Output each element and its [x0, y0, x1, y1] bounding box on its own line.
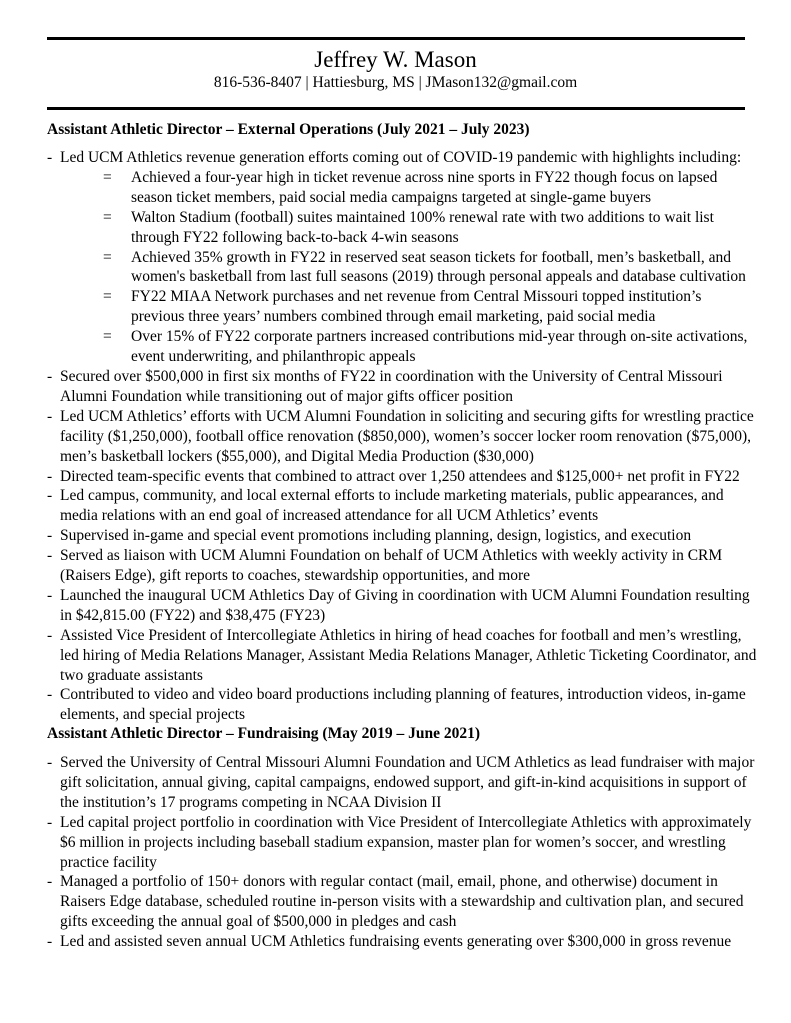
sub-bullet-text: Walton Stadium (football) suites maintained 100% renewal rate with two additions to wait list through FY22 following back-to-back 4-win seasons — [131, 208, 714, 246]
dash-bullet-icon: - — [47, 407, 53, 425]
contact-line: 816-536-8407 | Hattiesburg, MS | JMason132@gmail.com — [213, 74, 578, 91]
bullet-item — [47, 586, 757, 626]
position-external-operations — [47, 120, 757, 725]
sub-bullet-item — [103, 168, 757, 208]
dash-bullet-icon: - — [47, 527, 53, 545]
bullet-text: Supervised in-game and special event promotions including planning, design, logistics, and execution — [60, 527, 692, 545]
bullet-text: Directed team-specific events that combined to attract over 1,250 attendees and $125,000+ net profit in FY22 — [60, 467, 740, 485]
bullet-item — [47, 932, 757, 952]
sub-bullet-text: FY22 MIAA Network purchases and net revenue from Central Missouri topped institution’s previous three years’ numbers combined through email marketing, paid social media — [131, 288, 702, 326]
bullet-text: Assisted Vice President of Intercollegiate Athletics in hiring of head coaches for football and men’s wrestling, led hiring of Media Relations Manager, Assistant Media Relations Manager, Athletic Ticketing Coordinator, and two graduate assistants — [60, 626, 757, 684]
header-top-rule — [47, 37, 745, 40]
dash-bullet-icon: - — [47, 149, 53, 166]
equals-bullet-icon: = — [103, 328, 112, 346]
dash-bullet-icon: - — [47, 754, 53, 771]
bullet-item — [47, 486, 757, 526]
bullet-item — [47, 407, 757, 467]
bullet-text: Led UCM Athletics’ efforts with UCM Alumni Foundation in soliciting and securing gifts for wrestling practice facility ($1,250,000), football office renovation ($850,000), women’s soccer locker room renovation ($75,000), men’s basketball lockers ($55,000), and Digital Media Production ($30,000) — [60, 407, 754, 465]
dash-bullet-icon: - — [47, 586, 53, 604]
bullet-item — [47, 467, 757, 487]
header-bottom-rule — [47, 107, 745, 110]
equals-bullet-icon: = — [103, 248, 112, 266]
sub-bullet-item — [103, 287, 757, 327]
dash-bullet-icon: - — [47, 813, 53, 831]
equals-bullet-icon: = — [103, 288, 112, 306]
bullet-item — [47, 813, 757, 873]
bullet-item — [47, 148, 757, 367]
job-title: Assistant Athletic Director – External Operations (July 2021 – July 2023) — [47, 121, 530, 138]
job-title: Assistant Athletic Director – Fundraising (May 2019 – June 2021) — [47, 725, 480, 742]
dash-bullet-icon: - — [47, 626, 53, 644]
sub-bullet-text: Achieved a four-year high in ticket revenue across nine sports in FY22 though focus on lapsed season ticket members, paid social media campaigns targeted at single-game buyers — [131, 168, 718, 206]
bullet-text: Led and assisted seven annual UCM Athletics fundraising events generating over $300,000 in gross revenue — [60, 933, 732, 951]
dash-bullet-icon: - — [47, 686, 53, 704]
bullet-text: Launched the inaugural UCM Athletics Day of Giving in coordination with UCM Alumni Foundation resulting in $42,815.00 (FY22) and $38,475 (FY23) — [60, 586, 750, 624]
bullet-item — [47, 872, 757, 932]
sub-bullet-list — [60, 168, 757, 367]
position-fundraising — [47, 724, 757, 952]
sub-bullet-text: Over 15% of FY22 corporate partners increased contributions mid-year through on-site activations, event underwriting, and philanthropic appeals — [131, 328, 748, 366]
equals-bullet-icon: = — [103, 168, 112, 186]
candidate-name: Jeffrey W. Mason — [314, 47, 477, 72]
dash-bullet-icon: - — [47, 933, 53, 951]
bullet-list — [47, 148, 757, 725]
sub-bullet-text: Achieved 35% growth in FY22 in reserved seat season tickets for football, men’s basketball, and women's basketball from last full seasons (2019) through personal appeals and database cultivation — [131, 248, 746, 286]
bullet-text: Served as liaison with UCM Alumni Foundation on behalf of UCM Athletics with weekly activity in CRM (Raisers Edge), gift reports to coaches, stewardship opportunities, and more — [60, 547, 723, 585]
bullet-item — [47, 685, 757, 725]
bullet-text: Served the University of Central Missouri Alumni Foundation and UCM Athletics as lead fundraiser with major gift solicitation, annual giving, capital campaigns, endowed support, and gift-in-kind acquisitions in support of the institution’s 17 programs competing in NCAA Division II — [60, 754, 755, 811]
bullet-text: Led capital project portfolio in coordination with Vice President of Intercollegiate Athletics with approximately $6 million in projects including baseball stadium expansion, master plan for women’s soccer, and wrestling practice facility — [60, 813, 752, 871]
bullet-text: Led UCM Athletics revenue generation efforts coming out of COVID-19 pandemic with highlights including: — [60, 149, 742, 166]
bullet-item — [47, 367, 757, 407]
equals-bullet-icon: = — [103, 208, 112, 226]
bullet-item — [47, 626, 757, 686]
bullet-text: Managed a portfolio of 150+ donors with regular contact (mail, email, phone, and otherwise) document in Raisers Edge database, scheduled routine in-person visits with a stewardship and cultivation plan, and secured gifts exceeding the annual goal of $500,000 in pledges and cash — [60, 873, 744, 931]
bullet-text: Contributed to video and video board productions including planning of features, introduction videos, in-game elements, and special projects — [60, 686, 746, 724]
bullet-item — [47, 753, 757, 813]
sub-bullet-item — [103, 327, 757, 367]
dash-bullet-icon: - — [47, 487, 53, 505]
bullet-text: Led campus, community, and local external efforts to include marketing materials, public appearances, and media relations with an end goal of increased attendance for all UCM Athletics’ events — [60, 487, 724, 525]
sub-bullet-item — [103, 208, 757, 248]
dash-bullet-icon: - — [47, 367, 53, 385]
sub-bullet-item — [103, 248, 757, 288]
dash-bullet-icon: - — [47, 547, 53, 565]
bullet-text: Secured over $500,000 in first six months of FY22 in coordination with the University of Central Missouri Alumni Foundation while transitioning out of major gifts officer position — [60, 367, 723, 405]
bullet-item — [47, 526, 757, 546]
dash-bullet-icon: - — [47, 873, 53, 891]
bullet-item — [47, 546, 757, 586]
bullet-list — [47, 753, 757, 952]
dash-bullet-icon: - — [47, 467, 53, 485]
